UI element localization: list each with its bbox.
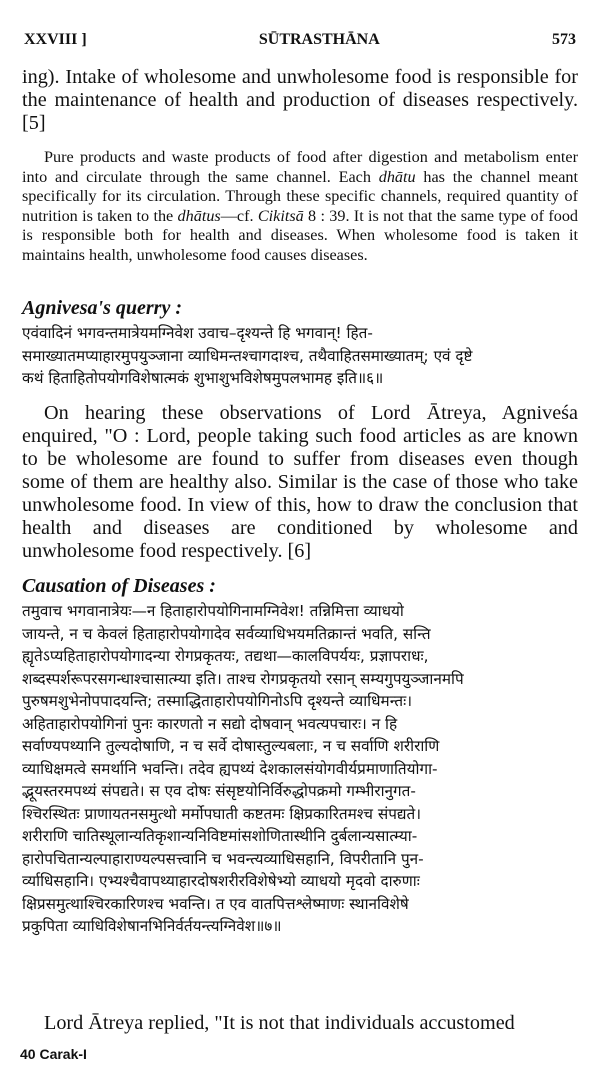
section-title: SŪTRASTHĀNA <box>258 31 380 48</box>
commentary-text: Pure products and waste products of food after digestion and metabolism enter into and circulate through the same channel. Each <box>22 148 578 186</box>
sanskrit-line: पुरुषमशुभेनोपपादयन्ति; तस्माद्धिताहारोपयोगिनोऽपि दृश्यन्ते व्याधिमन्तः। <box>22 692 413 710</box>
sanskrit-line: श्चिरस्थितः प्राणायतनसमुत्थो मर्मोपघाती कष्टतमः क्षिप्रकारितमश्च संपद्यते। <box>22 804 422 823</box>
sanskrit-line: कथं हिताहितोपयोगविशेषात्मकं शुभाशुभविशेषमुपलभामह इति॥६॥ <box>22 369 384 387</box>
term-dhatu: dhātu <box>378 167 416 186</box>
sanskrit-line: प्रकुपिता व्याधिविशेषानभिनिर्वर्तयन्त्यग्निवेश॥७॥ <box>22 917 282 935</box>
sanskrit-line: तमुवाच भगवानात्रेयः—न हिताहारोपयोगिनामग्निवेश! तन्निमित्ता व्याधयो <box>22 602 404 620</box>
commentary-text: has the channel meant specifically for its circulation. Through these specific channels, required quantity of nutrition is taken to the <box>22 167 578 225</box>
running-header <box>24 28 576 52</box>
sanskrit-line: र्व्याधिसहानि। एभ्यश्चैवापथ्याहारदोषशरीरविशेषेभ्यो व्याधयो मृदवो दारुणाः <box>22 872 420 890</box>
section-heading-agnivesa-query: Agnivesa's querry : <box>22 297 182 319</box>
sanskrit-line: समाख्यातमप्याहारमुपयुञ्जाना व्याधिमन्तश्चागदाश्च, तथैवाहितसमाख्यातम्; एवं दृष्टे <box>22 346 473 365</box>
sanskrit-line: द्भूयस्तरमपथ्यं संपद्यते। स एव दोषः संसृष्टयोनिर्विरुद्धोपक्रमो गम्भीरानुगत- <box>22 782 416 800</box>
sanskrit-line: एवंवादिनं भगवन्तमात्रेयमग्निवेश उवाच–दृश्यन्ते हि भगवान्! हित- <box>22 324 373 342</box>
sanskrit-verse-6 <box>22 322 578 390</box>
commentary-text: 8 : 39. It is not that the same type of food is responsible both for health and diseases. When wholesome food is taken it maintains health, unwholesome food causes diseases. <box>22 206 579 264</box>
sanskrit-line: अहिताहारोपयोगिनां पुनः कारणतो न सद्यो दोषवान् भवत्यपचारः। न हि <box>22 714 398 733</box>
paragraph-continuation: ing). Intake of wholesome and unwholesome food is responsible for the maintenance of health and production of diseases respectively. [5] <box>22 66 578 134</box>
translation-paragraph-6: On hearing these observations of Lord Ātreya, Agniveśa enquired, "O : Lord, people taking such food articles as are known to be wholesome are found to suffer from diseases even though some of them are healthy also. Similar is the case of those who take unwholesome food. In view of this, how to draw the conclusion that health and diseases are conditioned by wholesome and unwholesome food respectively. [6] <box>22 402 578 562</box>
commentary-paragraph <box>22 148 578 265</box>
term-dhatus: dhātus <box>177 206 221 225</box>
sanskrit-line: सर्वाण्यपथ्यानि तुल्यदोषाणि, न च सर्वे दोषास्तुल्यबलाः, न च सर्वाणि शरीराणि <box>22 737 440 755</box>
section-heading-causation: Causation of Diseases : <box>22 575 216 597</box>
chapter-number: XXVIII ] <box>24 31 87 48</box>
signature-mark: 40 Carak-I <box>20 1046 87 1062</box>
sanskrit-line: शरीराणि चातिस्थूलान्यतिकृशान्यनिविष्टमांसशोणितास्थीनि दुर्बलान्यसात्म्या- <box>22 827 418 845</box>
commentary-text: —cf. <box>220 206 258 225</box>
sanskrit-line: क्षिप्रसमुत्थाश्चिरकारिणश्च भवन्ति। त एव वातपित्तश्लेष्माणः स्थानविशेषे <box>22 894 409 913</box>
term-cikitsa: Cikitsā <box>257 206 304 225</box>
page-number: 573 <box>552 31 576 48</box>
sanskrit-line: हारोपचितान्यल्पाहाराण्यल्पसत्त्वानि च भवन्त्यव्याधिसहानि, विपरीतानि पुन- <box>22 849 424 868</box>
sanskrit-line: ह्यृतेऽप्यहिताहारोपयोगादन्या रोगप्रकृतयः, तद्यथा—कालविपर्ययः, प्रज्ञापराधः, <box>22 647 429 665</box>
sanskrit-line: शब्दस्पर्शरूपरसगन्धाश्चासात्म्या इति। ताश्च रोगप्रकृतयो रसान् सम्यगुपयुञ्जानमपि <box>22 669 464 688</box>
sanskrit-line: व्याधिक्षमत्वे समर्थानि भवन्ति। तदेव ह्यपथ्यं देशकालसंयोगवीर्यप्रमाणातियोगा- <box>22 759 438 778</box>
sanskrit-verse-7 <box>22 600 578 938</box>
sanskrit-line: जायन्ते, न च केवलं हिताहारोपयोगादेव सर्वव्याधिभयमतिक्रान्तं भवति, सन्ति <box>22 624 431 643</box>
translation-paragraph-7-start: Lord Ātreya replied, "It is not that individuals accustomed <box>44 1012 515 1034</box>
